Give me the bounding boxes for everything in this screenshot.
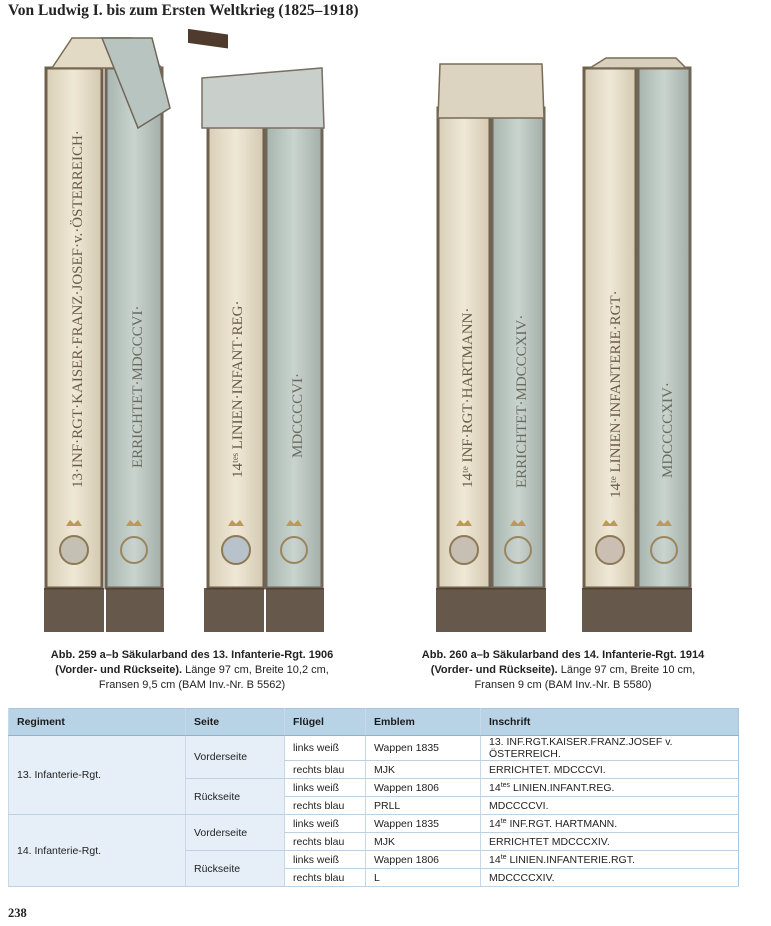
band-259a-image [42, 28, 182, 638]
inscription-text: ERRICHTET MDCCCXIV. [489, 835, 610, 848]
inscription-cell [481, 815, 739, 833]
emblem-cell: MJK [366, 761, 481, 779]
band-260b-left-text: 14ᵗᵉ LINIEN·INFANTERIE·RGT· [608, 290, 624, 498]
coat-of-arms-icon [450, 536, 478, 564]
inscription-cell [481, 869, 739, 887]
side-cell: Vorderseite [186, 736, 285, 779]
coat-of-arms-icon [222, 536, 250, 564]
band-260a-left-text: 14ᵗᵉ INF·RGT·HARTMANN· [460, 307, 476, 488]
band-259a-left-text: 13·INF·RGT·KAISER·FRANZ·JOSEF·v.·ÖSTERREICH· [70, 130, 86, 488]
table-row [9, 815, 739, 833]
inscription-text: 14 [489, 781, 501, 794]
fluegel-cell: rechts blau [285, 797, 366, 815]
column-header-inschrift: Inschrift [481, 709, 739, 736]
inscription-text: 14 [489, 817, 501, 830]
caption-259 [42, 648, 342, 693]
fluegel-cell: rechts blau [285, 869, 366, 887]
regiment-cell: 14. Infanterie-Rgt. [9, 815, 186, 887]
emblem-cell: MJK [366, 833, 481, 851]
caption-260-details: Länge 97 cm, Breite 10 cm, Fransen 9 cm (BAM Inv.-Nr. B 5580) [474, 664, 696, 691]
page-number: 238 [8, 906, 27, 920]
band-260b-right-text: MDCCCCXIV· [660, 382, 676, 478]
inscription-text: 14 [489, 853, 501, 866]
inscription-cell [481, 797, 739, 815]
emblem-cell: Wappen 1806 [366, 779, 481, 797]
inscription-text: 13. INF.RGT.KAISER.FRANZ.JOSEF v. ÖSTERREICH. [489, 736, 673, 760]
caption-260 [418, 648, 708, 693]
emblem-cell: Wappen 1835 [366, 815, 481, 833]
band-259b-right-text: MDCCCCVI· [290, 372, 306, 458]
inscription-text: MDCCCCVI. [489, 799, 549, 812]
inscription-sup: tes [500, 781, 511, 789]
fluegel-cell: links weiß [285, 815, 366, 833]
inscription-cell [481, 736, 739, 761]
inscription-text: MDCCCCXIV. [489, 871, 555, 884]
emblem-cell: L [366, 869, 481, 887]
fluegel-cell: rechts blau [285, 833, 366, 851]
inscription-text-rest: LINIEN.INFANT.REG. [510, 781, 615, 794]
emblem-cell: Wappen 1835 [366, 736, 481, 761]
caption-259-bold: Abb. 259 a–b Säkularband des 13. Infanterie-Rgt. 1906 (Vorder- und Rückseite). [50, 649, 334, 676]
fluegel-cell: links weiß [285, 779, 366, 797]
inscription-cell [481, 779, 739, 797]
side-cell: Rückseite [186, 779, 285, 815]
inscription-sup: te [500, 817, 507, 825]
caption-259-details: Länge 97 cm, Breite 10,2 cm, Fransen 9,5 cm (BAM Inv.-Nr. B 5562) [98, 664, 329, 691]
side-cell: Vorderseite [186, 815, 285, 851]
inscription-cell [481, 761, 739, 779]
inscription-cell [481, 851, 739, 869]
inscription-text: ERRICHTET. MDCCCVI. [489, 763, 606, 776]
column-header-seite: Seite [186, 709, 285, 736]
regiment-cell: 13. Infanterie-Rgt. [9, 736, 186, 815]
coat-of-arms-icon [596, 536, 624, 564]
fluegel-cell: links weiß [285, 736, 366, 761]
band-259a-right-text: ERRICHTET·MDCCCVI· [130, 305, 146, 468]
band-260a-image [432, 28, 552, 638]
emblem-cell: PRLL [366, 797, 481, 815]
fluegel-cell: rechts blau [285, 761, 366, 779]
side-cell: Rückseite [186, 851, 285, 887]
table-header-row [9, 709, 739, 736]
band-260a-right-text: ERRICHTET·MDCCCXIV· [514, 314, 530, 488]
column-header-fluegel: Flügel [285, 709, 366, 736]
column-header-emblem: Emblem [366, 709, 481, 736]
emblem-cell: Wappen 1806 [366, 851, 481, 869]
inscription-table [8, 708, 739, 887]
fluegel-cell: links weiß [285, 851, 366, 869]
caption-260-bold: Abb. 260 a–b Säkularband des 14. Infanterie-Rgt. 1914 (Vorder- und Rückseite). [421, 649, 705, 676]
band-260b-image [576, 28, 700, 638]
band-259b-left-text: 14ᵗᵉˢ LINIEN·INFANT·REG· [230, 300, 246, 478]
page-header: Von Ludwig I. bis zum Ersten Weltkrieg (1825–1918) [8, 2, 359, 19]
inscription-text-rest: LINIEN.INFANTERIE.RGT. [506, 853, 635, 866]
inscription-cell [481, 833, 739, 851]
coat-of-arms-icon [60, 536, 88, 564]
inscription-text-rest: INF.RGT. HARTMANN. [506, 817, 618, 830]
table-row [9, 736, 739, 761]
band-259b-image [182, 28, 332, 638]
column-header-regiment: Regiment [9, 709, 186, 736]
inscription-sup: te [500, 853, 507, 861]
